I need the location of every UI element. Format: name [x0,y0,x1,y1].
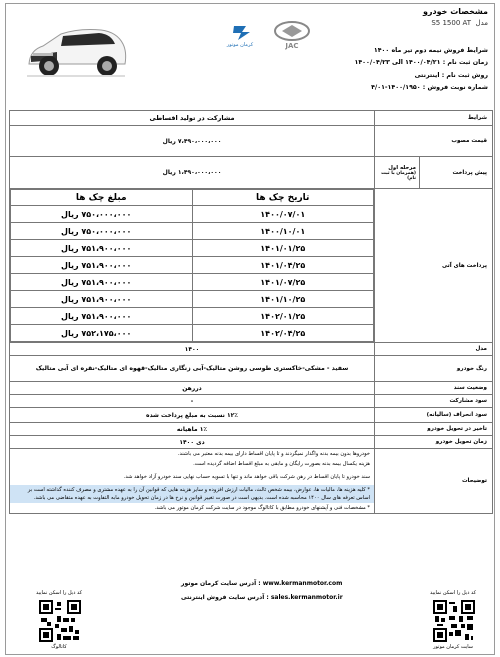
document-status-label: وضعیت سند [375,382,493,395]
inst-amount: ۷۵۱،۹۰۰،۰۰۰ ریال [11,274,193,291]
terms-row [10,111,493,126]
kerman-motor-logo [216,22,264,48]
price-label: قیمت مصوب [375,126,493,157]
note-item: هزینه یکسال بیمه بدنه بصورت رایگان و مابقی به مبلغ اقساط اضافه گردیده است. [193,461,370,467]
inst-amount: ۷۵۱،۹۰۰،۰۰۰ ریال [11,291,193,308]
delivery-value: دی ۱۴۰۰ [10,436,375,449]
sale-conditions-table [9,110,493,514]
inst-date: ۱۴۰۲/۰۴/۲۵ [192,325,374,342]
deviation-label: سود انحراف (سالیانه) [375,408,493,423]
website-qr-code[interactable] [433,600,475,642]
deviation-row [10,408,493,423]
prepayment-value: ۱،۴۹۰،۰۰۰،۰۰۰ ریال [10,157,375,189]
delay-row [10,423,493,436]
table-row [11,257,374,274]
inst-amount: ۷۵۱،۹۰۰،۰۰۰ ریال [11,257,193,274]
qr-right-caption-top: کد ذیل را اسکن نمایید [429,590,477,596]
inst-date: ۱۴۰۰/۱۰/۰۱ [192,223,374,240]
installments-cell [10,189,375,343]
table-row [11,308,374,325]
svg-text:JAC: JAC [285,42,299,50]
inst-date: ۱۴۰۰/۰۷/۰۱ [192,206,374,223]
partnership-label: سود مشارکت [375,395,493,408]
installments-table [10,189,374,342]
inst-header-date: تاریخ چک ها [192,190,374,206]
inst-amount: ۷۵۱،۹۰۰،۰۰۰ ریال [11,240,193,257]
registration-method-line: روش ثبت نام : اینترنتی [414,72,488,79]
delivery-row [10,436,493,449]
future-payments-label: پرداخت های آتی [375,189,493,343]
inst-date: ۱۴۰۱/۱۰/۲۵ [192,291,374,308]
table-row [11,240,374,257]
note-item: سند خودرو تا پایان اقساط در رهن شرکت باقی خواهد ماند و تنها با تسویه حساب نهایی سند خودرو آزاد خواهد شد. [123,474,370,480]
qr-right-caption-bottom: سایت کرمان موتور [433,644,473,650]
registration-period-line: زمان ثبت نام : ۱۴۰۰/۰۴/۲۱ الی ۱۴۰۰/۰۴/۲۳ [354,59,488,66]
terms-value: مشارکت در تولید اقساطی [10,111,375,126]
future-payments-row [10,189,493,343]
note-item: خودروها بدون بیمه بدنه واگذار نمیگردند و تا پایان اقساط دارای بیمه بدنه معتبر می باشند. [177,451,370,457]
delay-label: تاخیر در تحویل خودرو [375,423,493,436]
sales-site-link[interactable]: sales.kermanmotor.ir : آدرس سایت فروش اینترنتی [181,594,343,601]
price-row [10,126,493,157]
table-row [11,223,374,240]
car-image [21,16,131,86]
inst-date: ۱۴۰۱/۰۴/۲۵ [192,257,374,274]
qr-left-caption-bottom: کاتالوگ [51,644,67,650]
notes-label: توضیحات [375,449,493,514]
price-value: ۷،۴۹۰،۰۰۰،۰۰۰ ریال [10,126,375,157]
color-value: سفید - مشکی-خاکستری طوسی روشن متالیک-آبی زنگاری متالیک-قهوه ای متالیک-نقره ای آبی متالیک [10,356,375,382]
partnership-value: - [10,395,375,408]
qr-left-caption-top: کد ذیل را اسکن نمایید [35,590,83,596]
sale-number-line: شماره نوبت فروش : ۱۴۰۰/۱۹۵۰-۴/۰۱ [371,84,488,91]
delivery-label: زمان تحویل خودرو [375,436,493,449]
page-title: مشخصات خودرو [422,7,488,16]
model-row [10,343,493,356]
notes-row [10,449,493,514]
sale-terms-line: شرایط فروش نیمه دوم تیر ماه ۱۴۰۰ [373,47,488,54]
document-status-row [10,382,493,395]
note-item: * مشخصات فنی و آپشنهای خودرو مطابق با کاتالوگ موجود در سایت شرکت کرمان موتور می باشد. [154,505,370,511]
stage1-label: مرحله اول (همزمان با ثبت نام) [375,157,420,189]
prepayment-label: پیش پرداخت [420,157,493,189]
prepayment-row [10,157,493,189]
header [6,4,494,108]
delay-value: ۱٪ ماهیانه [10,423,375,436]
inst-amount: ۷۵۱،۹۰۰،۰۰۰ ریال [11,308,193,325]
inst-amount: ۷۵۲،۱۷۵،۰۰۰ ریال [11,325,193,342]
note-item-highlighted: * کلیه هزینه ها، مالیات ها، عوارض، بیمه شخص ثالث، مالیات ارزش افزوده و سایر هزینه هایی که قوانین آن را به عهده مشتری و مصرف کننده گذاشته است بر اساس تعرفه های سال ۱۴۰۰ محاسبه شده است. بدیهی است در صورت تغییر قوانین و نرخ ها در زمان تحویل خودرو مابه التفاوت به عهده متقاضی می باشد. [10,485,374,503]
price-sheet [5,3,495,655]
terms-label: شرایط [375,111,493,126]
inst-date: ۱۴۰۲/۰۱/۲۵ [192,308,374,325]
deviation-value: ۱۲٪ نسبت به مبلغ پرداخت شده [10,408,375,423]
model-code: S5 1500 AT مدل [431,19,488,27]
color-row [10,356,493,382]
inst-amount: ۷۵۰،۰۰۰،۰۰۰ ریال [11,223,193,240]
document-status-value: دررهن [10,382,375,395]
inst-amount: ۷۵۰،۰۰۰،۰۰۰ ریال [11,206,193,223]
inst-header-amount: مبلغ چک ها [11,190,193,206]
inst-date: ۱۴۰۱/۰۱/۲۵ [192,240,374,257]
catalog-qr-code[interactable] [39,600,81,642]
model-value: ۱۴۰۰ [10,343,375,356]
main-site-link[interactable]: www.kermanmotor.com : آدرس سایت کرمان موتور [181,580,343,587]
model-label: مدل [375,343,493,356]
table-row [11,206,374,223]
table-row [11,274,374,291]
notes-cell [10,449,375,514]
partnership-row [10,395,493,408]
footer [6,576,494,654]
inst-date: ۱۴۰۱/۰۷/۲۵ [192,274,374,291]
jac-logo [269,20,315,50]
color-label: رنگ خودرو [375,356,493,382]
table-row [11,325,374,342]
svg-text:کرمان موتور: کرمان موتور [226,42,254,48]
table-row [11,291,374,308]
